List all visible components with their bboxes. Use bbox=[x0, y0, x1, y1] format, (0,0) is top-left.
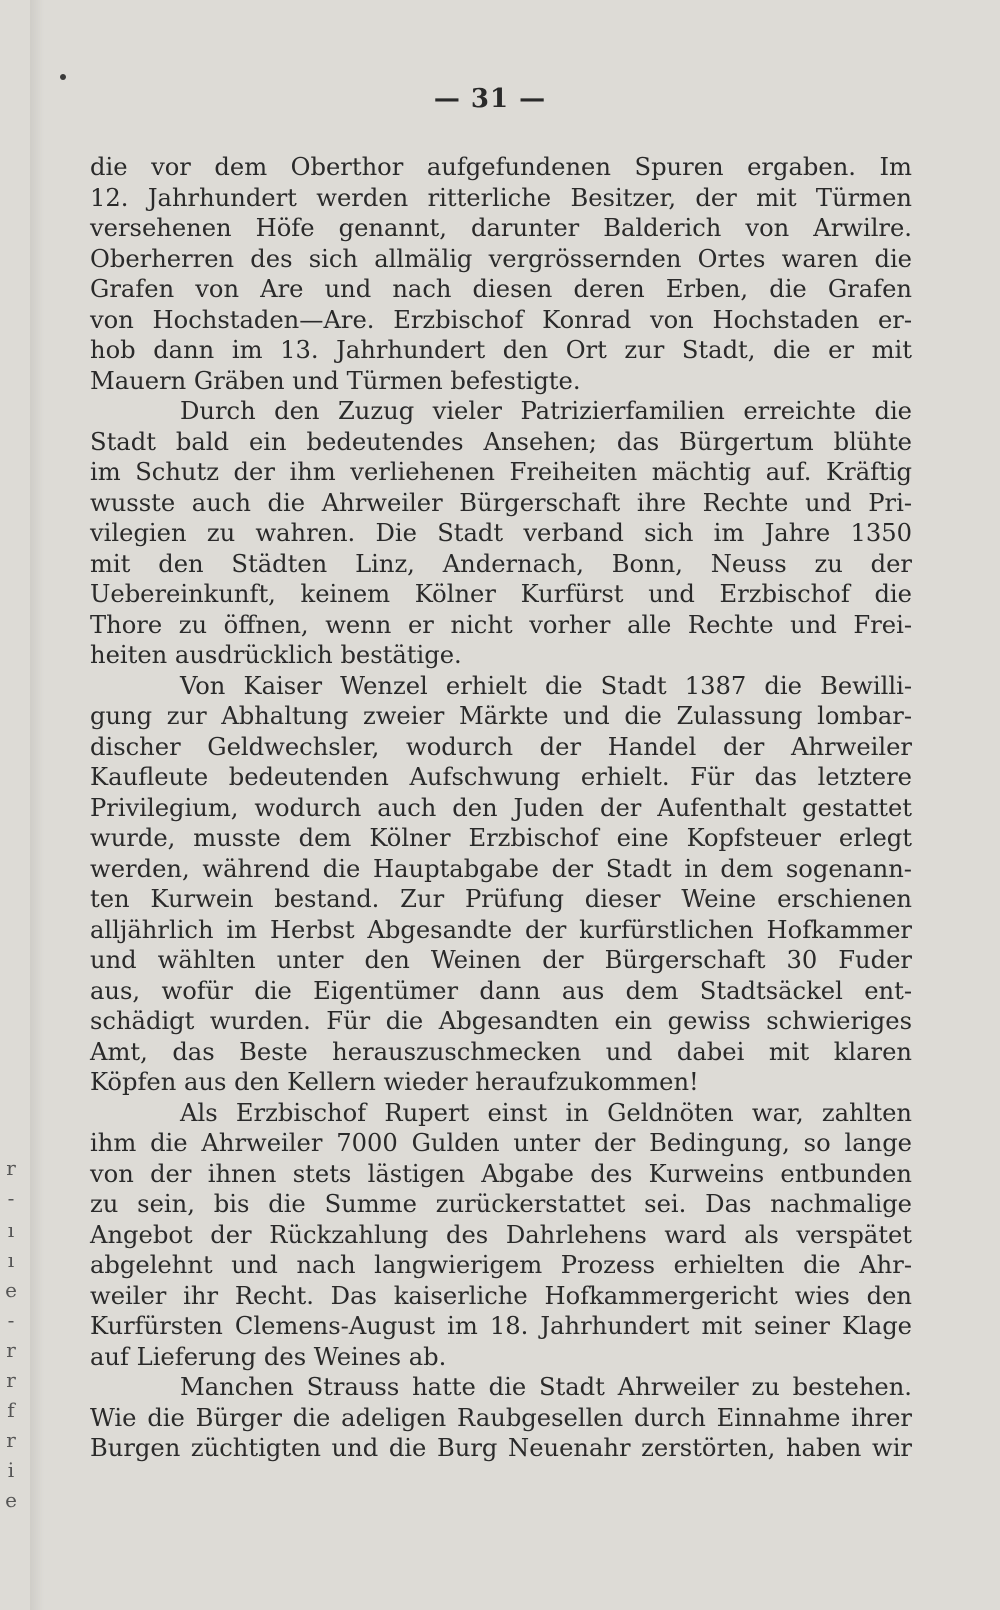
text-line: ihm die Ahrweiler 7000 Gulden unter der Bedingung, so lange bbox=[90, 1129, 912, 1157]
text-line: heiten ausdrücklich bestätige. bbox=[90, 641, 462, 669]
text-line: versehenen Höfe genannt, darunter Balderich von Arwilre. bbox=[90, 214, 912, 242]
bleed-letter: r bbox=[6, 1368, 16, 1392]
text-line: Uebereinkunft, keinem Kölner Kurfürst und Erzbischof die bbox=[90, 580, 912, 608]
text-line: im Schutz der ihm verliehenen Freiheiten mächtig auf. Kräftig bbox=[90, 458, 912, 486]
text-line: Grafen von Are und nach diesen deren Erben, die Grafen bbox=[90, 275, 912, 303]
text-line: gung zur Abhaltung zweier Märkte und die Zulassung lombar- bbox=[90, 702, 912, 730]
text-line: Oberherren des sich allmälig vergrössernden Ortes waren die bbox=[90, 244, 912, 273]
bleed-letter: e bbox=[5, 1278, 17, 1302]
paragraph bbox=[90, 671, 912, 1098]
text-line: weiler ihr Recht. Das kaiserliche Hofkammergericht wies den bbox=[90, 1281, 912, 1310]
text-line: 12. Jahrhundert werden ritterliche Besitzer, der mit Türmen bbox=[90, 183, 912, 212]
text-line: Köpfen aus den Kellern wieder heraufzukommen! bbox=[90, 1068, 699, 1096]
text-line: Von Kaiser Wenzel erhielt die Stadt 1387 die Bewilli- bbox=[180, 671, 912, 700]
text-line: discher Geldwechsler, wodurch der Handel der Ahrweiler bbox=[90, 732, 912, 761]
bleed-letter: ı bbox=[7, 1218, 15, 1242]
text-line: vilegien zu wahren. Die Stadt verband sich im Jahre 1350 bbox=[90, 519, 912, 547]
body-text bbox=[90, 152, 912, 1464]
paragraph bbox=[90, 152, 912, 396]
bleed-letter: e bbox=[5, 1488, 17, 1512]
text-line: Angebot der Rückzahlung des Dahrlehens ward als verspätet bbox=[90, 1220, 912, 1249]
ink-dot bbox=[60, 74, 66, 80]
text-line: mit den Städten Linz, Andernach, Bonn, Neuss zu der bbox=[90, 549, 912, 578]
text-line: Als Erzbischof Rupert einst in Geldnöten war, zahlten bbox=[180, 1098, 912, 1127]
text-line: Mauern Gräben und Türmen befestigte. bbox=[90, 366, 581, 395]
page-gutter bbox=[30, 0, 44, 1610]
text-line: zu sein, bis die Summe zurückerstattet sei. Das nachmalige bbox=[90, 1190, 912, 1218]
text-line: wurde, musste dem Kölner Erzbischof eine Kopfsteuer erlegt bbox=[90, 824, 912, 852]
bleed-letter: r bbox=[6, 1338, 16, 1362]
text-line: hob dann im 13. Jahrhundert den Ort zur Stadt, die er mit bbox=[90, 336, 912, 364]
text-line: von der ihnen stets lästigen Abgabe des Kurweins entbunden bbox=[90, 1159, 912, 1188]
text-line: Manchen Strauss hatte die Stadt Ahrweiler zu bestehen. bbox=[180, 1373, 912, 1401]
text-line: von Hochstaden—Are. Erzbischof Konrad von Hochstaden er- bbox=[90, 305, 912, 334]
bleed-letter: f bbox=[7, 1398, 15, 1422]
text-line: und wählten unter den Weinen der Bürgerschaft 30 Fuder bbox=[90, 946, 912, 974]
text-line: wusste auch die Ahrweiler Bürgerschaft ihre Rechte und Pri- bbox=[90, 488, 912, 517]
page-number: — 31 — bbox=[433, 84, 547, 114]
paragraph bbox=[90, 1098, 912, 1373]
bleed-letter: i bbox=[7, 1458, 15, 1482]
text-line: schädigt wurden. Für die Abgesandten ein gewiss schwieriges bbox=[90, 1007, 912, 1035]
text-line: ten Kurwein bestand. Zur Prüfung dieser Weine erschienen bbox=[90, 885, 912, 913]
text-line: alljährlich im Herbst Abgesandte der kurfürstlichen Hofkammer bbox=[90, 915, 912, 944]
bleed-letter: r bbox=[6, 1156, 16, 1180]
bleed-letter: ı bbox=[7, 1248, 15, 1272]
text-line: Burgen züchtigten und die Burg Neuenahr zerstörten, haben wir bbox=[90, 1434, 912, 1462]
text-line: Privilegium, wodurch auch den Juden der Aufenthalt gestattet bbox=[90, 793, 912, 822]
bleed-letter: - bbox=[7, 1186, 15, 1210]
text-line: Durch den Zuzug vieler Patrizierfamilien erreichte die bbox=[180, 397, 912, 425]
bleed-letter: r bbox=[6, 1428, 16, 1452]
text-line: auf Lieferung des Weines ab. bbox=[90, 1342, 447, 1371]
text-line: Wie die Bürger die adeligen Raubgesellen durch Einnahme ihrer bbox=[90, 1403, 912, 1432]
text-line: Thore zu öffnen, wenn er nicht vorher alle Rechte und Frei- bbox=[90, 610, 912, 639]
text-line: Kurfürsten Clemens-August im 18. Jahrhundert mit seiner Klage bbox=[90, 1312, 912, 1340]
text-line: Stadt bald ein bedeutendes Ansehen; das Bürgertum blühte bbox=[90, 427, 912, 456]
text-line: aus, wofür die Eigentümer dann aus dem Stadtsäckel ent- bbox=[90, 976, 912, 1005]
text-line: Kaufleute bedeutenden Aufschwung erhielt. Für das letztere bbox=[90, 763, 912, 791]
bleed-letter: - bbox=[7, 1308, 15, 1332]
text-line: die vor dem Oberthor aufgefundenen Spuren ergaben. Im bbox=[90, 153, 912, 181]
paragraph bbox=[90, 396, 912, 671]
text-line: abgelehnt und nach langwierigem Prozess erhielten die Ahr- bbox=[90, 1251, 912, 1279]
text-line: Amt, das Beste herauszuschmecken und dabei mit klaren bbox=[90, 1037, 912, 1066]
paragraph bbox=[90, 1372, 912, 1464]
text-line: werden, während die Hauptabgabe der Stadt in dem sogenann- bbox=[90, 854, 912, 883]
